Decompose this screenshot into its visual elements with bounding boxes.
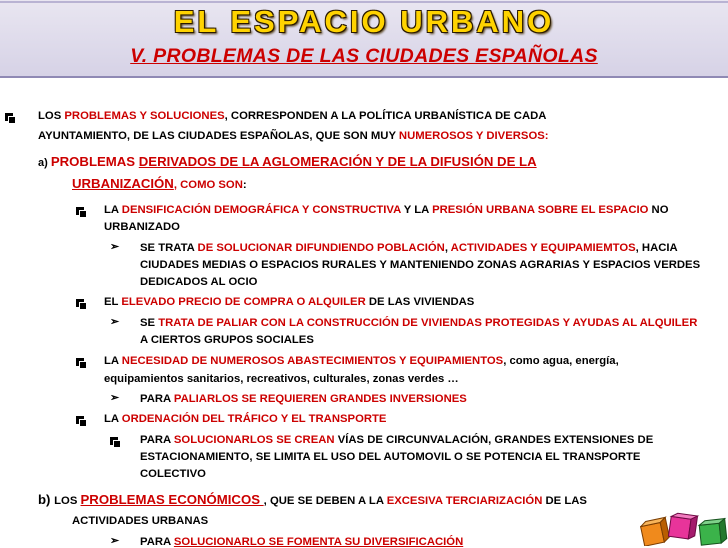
- colored-cubes-logo: [640, 512, 728, 546]
- sub-trafico-1: PARA SOLUCIONARLOS SE CREAN VÍAS DE CIRCUNVALACIÓN, GRANDES EXTENSIONES DE: [140, 434, 654, 446]
- item-trafico: LA ORDENACIÓN DEL TRÁFICO Y EL TRANSPORTE: [104, 413, 387, 425]
- square-bullet-icon: [76, 416, 87, 427]
- arrow-bullet-icon: ➢: [110, 392, 120, 404]
- square-bullet-icon: [5, 113, 16, 124]
- slide-subtitle: V. PROBLEMAS DE LAS CIUDADES ESPAÑOLAS: [130, 45, 598, 67]
- header-rule: [0, 1, 728, 3]
- sub-precio-1: SE TRATA DE PALIAR CON LA CONSTRUCCIÓN DE VIVIENDAS PROTEGIDAS Y AYUDAS AL ALQUILER: [140, 317, 698, 329]
- square-bullet-icon: [76, 358, 87, 369]
- section-a-heading: a) PROBLEMAS DERIVADOS DE LA AGLOMERACIÓN Y DE LA DIFUSIÓN DE LA: [38, 154, 537, 169]
- sub-densificacion-3: DEDICADOS AL OCIO: [140, 276, 258, 288]
- section-a-heading-cont: URBANIZACIÓN, COMO SON:: [72, 176, 247, 191]
- sub-densificacion-2: CIUDADES MEDIAS O ESPACIOS RURALES Y MANTENIENDO ZONAS AGRARIAS Y ESPACIOS VERDES: [140, 259, 701, 271]
- section-b-heading-cont: ACTIVIDADES URBANAS: [72, 515, 209, 527]
- sub-precio-2: A CIERTOS GRUPOS SOCIALES: [140, 334, 314, 346]
- intro-line-2: AYUNTAMIENTO, DE LAS CIUDADES ESPAÑOLAS, QUE SON MUY NUMEROSOS Y DIVERSOS:: [38, 130, 549, 142]
- square-bullet-icon: [76, 299, 87, 310]
- arrow-bullet-icon: ➢: [110, 316, 120, 328]
- square-bullet-icon: [110, 437, 121, 448]
- sub-abastecimientos: PARA PALIARLOS SE REQUIEREN GRANDES INVERSIONES: [140, 393, 467, 405]
- slide-title: EL ESPACIO URBANO: [173, 4, 555, 39]
- arrow-bullet-icon: ➢: [110, 241, 120, 253]
- slide-header: [0, 0, 728, 78]
- item-abastecimientos-cont: equipamientos sanitarios, recreativos, culturales, zonas verdes …: [104, 373, 459, 385]
- item-densificacion-cont: URBANIZADO: [104, 221, 180, 233]
- arrow-bullet-icon: ➢: [110, 535, 120, 547]
- item-precio: EL ELEVADO PRECIO DE COMPRA O ALQUILER DE LAS VIVIENDAS: [104, 296, 475, 308]
- item-abastecimientos: LA NECESIDAD DE NUMEROSOS ABASTECIMIENTOS Y EQUIPAMIENTOS, como agua, energía,: [104, 355, 619, 367]
- section-b-heading: b) LOS PROBLEMAS ECONÓMICOS , QUE SE DEBEN A LA EXCESIVA TERCIARIZACIÓN DE LAS: [38, 492, 587, 507]
- sub-trafico-2: ESTACIONAMIENTO, SE LIMITA EL USO DEL AUTOMOVIL O SE POTENCIA EL TRANSPORTE: [140, 451, 641, 463]
- sub-trafico-3: COLECTIVO: [140, 468, 206, 480]
- square-bullet-icon: [76, 207, 87, 218]
- intro-line-1: LOS PROBLEMAS Y SOLUCIONES, CORRESPONDEN A LA POLÍTICA URBANÍSTICA DE CADA: [38, 110, 547, 122]
- item-densificacion: LA DENSIFICACIÓN DEMOGRÁFICA Y CONSTRUCTIVA Y LA PRESIÓN URBANA SOBRE EL ESPACIO NO: [104, 204, 669, 216]
- sub-densificacion-1: SE TRATA DE SOLUCIONAR DIFUNDIENDO POBLACIÓN, ACTIVIDADES Y EQUIPAMIEMTOS, HACIA: [140, 242, 678, 254]
- sub-economicos: PARA SOLUCIONARLO SE FOMENTA SU DIVERSIFICACIÓN: [140, 536, 464, 548]
